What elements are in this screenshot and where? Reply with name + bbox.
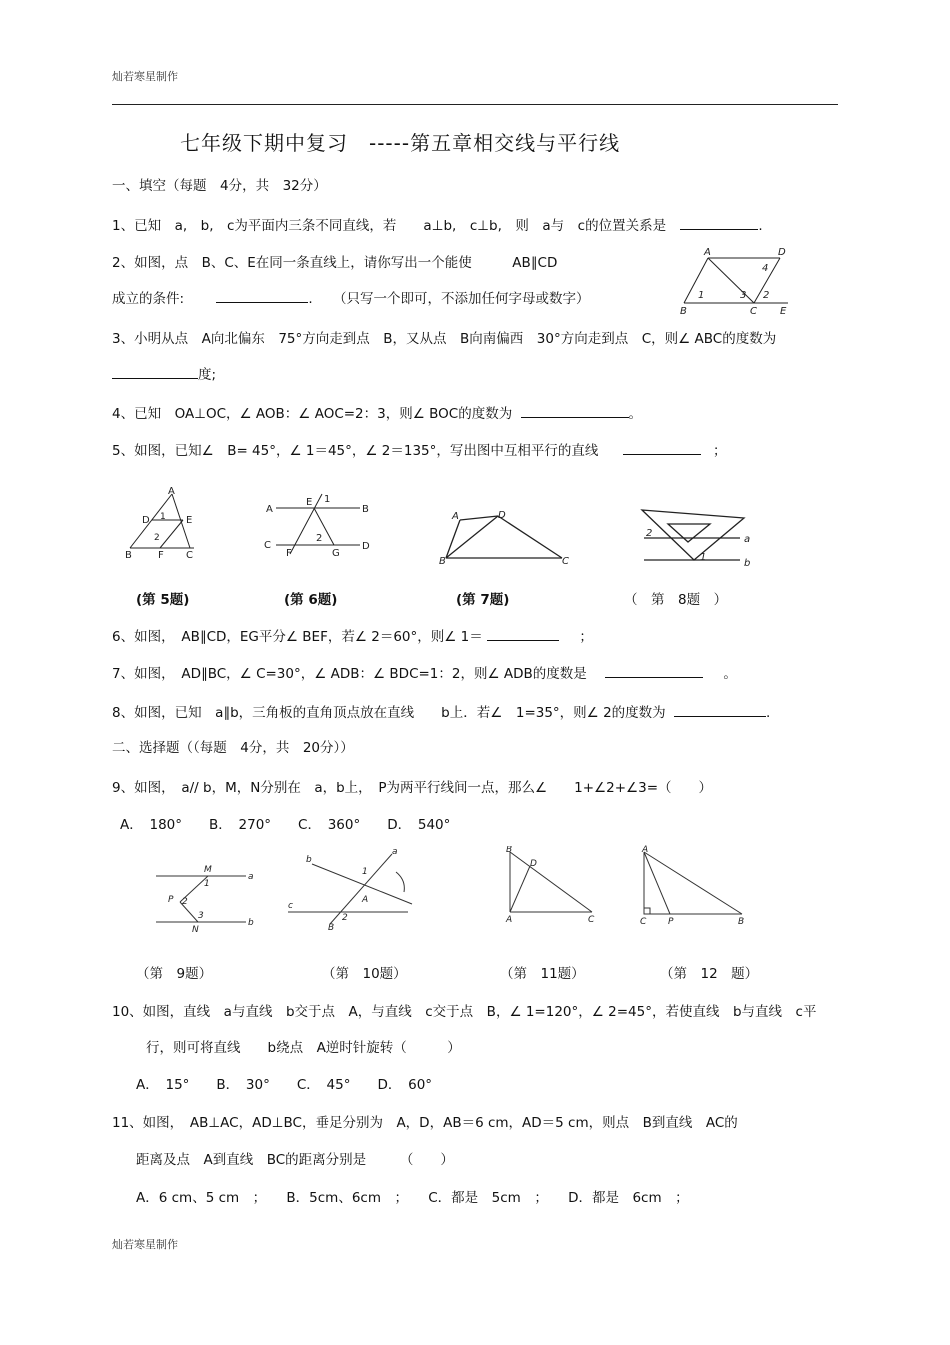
question-11-options: A．6 cm、5 cm ； B．5cm、6cm ； C．都是 5cm ； D．都是 6cm ； bbox=[136, 1190, 689, 1206]
f6-label-2: 2 bbox=[316, 533, 323, 544]
caption-fig12: （第 12 题） bbox=[660, 966, 759, 982]
section-fill-in: 一、填空（每题 4分，共 32分） bbox=[112, 178, 327, 194]
figure-12 bbox=[636, 844, 754, 926]
q2-label-C: C bbox=[750, 306, 757, 316]
f9-label-3: 3 bbox=[198, 911, 204, 921]
f7-label-B: B bbox=[439, 556, 446, 567]
figure-11 bbox=[500, 846, 606, 924]
q2-label-4: 4 bbox=[762, 263, 769, 274]
question-10-text-cont: 行，则可将直线 b绕点 A逆时针旋转（ ） bbox=[146, 1040, 461, 1056]
f5-label-1: 1 bbox=[160, 512, 166, 522]
question-5-end: ； bbox=[713, 443, 727, 459]
f9-label-N: N bbox=[192, 925, 199, 935]
f9-label-P: P bbox=[168, 895, 174, 905]
f9-label-a: a bbox=[248, 872, 254, 882]
f12-label-C: C bbox=[640, 917, 647, 926]
question-9-options: A． 180° B． 270° C． 360° D． 540° bbox=[120, 817, 451, 833]
f8-label-2: 2 bbox=[646, 528, 653, 539]
f7-label-D: D bbox=[498, 510, 506, 521]
f5-label-2: 2 bbox=[154, 533, 160, 543]
question-4-end: 。 bbox=[628, 406, 643, 422]
answer-blank-5[interactable] bbox=[623, 453, 701, 455]
question-2-text: 2、如图，点 B、C、E在同一条直线上，请你写出一个能使 AB∥CD bbox=[112, 255, 558, 271]
figure-6 bbox=[262, 488, 374, 562]
caption-fig8: （ 第 8题 ） bbox=[624, 592, 728, 608]
caption-fig11: （第 11题） bbox=[500, 966, 585, 982]
question-2-lead: 成立的条件: bbox=[112, 291, 185, 307]
f10-label-A: A bbox=[362, 895, 369, 905]
caption-fig5: (第 5题) bbox=[136, 592, 190, 608]
f5-label-C: C bbox=[186, 550, 193, 560]
page-title: 七年级下期中复习 -----第五章相交线与平行线 bbox=[180, 131, 621, 155]
question-8-end: . bbox=[765, 705, 771, 721]
figure-5 bbox=[122, 484, 206, 560]
figure-8 bbox=[636, 502, 760, 574]
f12-label-A: A bbox=[642, 845, 649, 855]
caption-fig9: （第 9题） bbox=[136, 966, 213, 982]
answer-blank-8[interactable] bbox=[674, 715, 766, 717]
question-7-end: 。 bbox=[723, 666, 737, 682]
header-rule bbox=[112, 104, 838, 105]
f5-label-D: D bbox=[142, 515, 150, 526]
question-1-text: 1、已知 a, b, c为平面内三条不同直线，若 a⊥b, c⊥b, 则 a与 c的位置关系是 bbox=[112, 218, 667, 234]
f8-label-b: b bbox=[744, 558, 751, 569]
caption-fig6: (第 6题) bbox=[284, 592, 338, 608]
question-2-condition: 成立的条件: . （只写一个即可，不添加任何字母或数字） bbox=[112, 291, 590, 307]
q2-label-B: B bbox=[680, 306, 687, 316]
f6-label-G: G bbox=[332, 548, 340, 559]
answer-blank-4[interactable] bbox=[521, 416, 629, 418]
f11-label-B: B bbox=[506, 846, 513, 855]
figure-q2 bbox=[676, 244, 796, 316]
question-2-note: （只写一个即可，不添加任何字母或数字） bbox=[332, 291, 590, 307]
question-3-text: 3、小明从点 A向北偏东 75°方向走到点 B，又从点 B向南偏西 30°方向走到点 C，则∠ ABC的度数为 bbox=[112, 331, 777, 347]
f11-label-A: A bbox=[506, 915, 513, 924]
question-7 bbox=[112, 662, 737, 682]
question-9-text: 9、如图， a// b，M，N分别在 a，b上， P为两平行线间一点，那么∠ 1+∠2+∠3=（ ） bbox=[112, 780, 713, 796]
page-header: 灿若寒星制作 bbox=[112, 70, 178, 83]
f8-label-1: 1 bbox=[700, 552, 707, 563]
question-3-unit: 度; bbox=[198, 367, 217, 383]
f7-label-A: A bbox=[452, 511, 459, 522]
section-choice: 二、选择题（（每题 4分，共 20分）） bbox=[112, 740, 354, 756]
f10-label-c: c bbox=[288, 901, 293, 911]
f10-label-a: a bbox=[392, 847, 398, 857]
f10-label-B: B bbox=[328, 923, 335, 930]
q2-label-E: E bbox=[780, 306, 787, 316]
figure-9 bbox=[150, 862, 262, 940]
f6-label-B: B bbox=[362, 504, 369, 515]
f12-label-P: P bbox=[668, 917, 674, 926]
f6-label-C: C bbox=[264, 540, 271, 551]
question-5 bbox=[112, 439, 727, 459]
q2-label-D: D bbox=[778, 247, 786, 258]
f6-label-A: A bbox=[266, 504, 273, 515]
question-6-end: ； bbox=[579, 629, 593, 645]
question-7-text: 7、如图， AD∥BC，∠ C=30°，∠ ADB：∠ BDC=1：2，则∠ ADB的度数是 bbox=[112, 666, 587, 682]
answer-blank-6[interactable] bbox=[487, 639, 559, 641]
caption-fig10: （第 10题） bbox=[322, 966, 407, 982]
figure-10 bbox=[278, 846, 420, 930]
answer-blank-3[interactable] bbox=[112, 377, 198, 379]
f12-label-B: B bbox=[738, 917, 745, 926]
answer-blank-7[interactable] bbox=[605, 676, 703, 678]
f5-label-A: A bbox=[168, 486, 175, 497]
question-8 bbox=[112, 701, 770, 721]
f11-label-D: D bbox=[530, 859, 537, 869]
f5-label-B: B bbox=[125, 550, 132, 560]
question-1: 1、已知 a, b, c为平面内三条不同直线，若 a⊥b, c⊥b, 则 a与 c的位置关系是 . bbox=[112, 218, 763, 234]
f6-label-F: F bbox=[286, 548, 292, 559]
q2-label-A: A bbox=[704, 247, 711, 258]
f6-label-1: 1 bbox=[324, 494, 331, 505]
figure-7 bbox=[436, 508, 574, 570]
f5-label-F: F bbox=[158, 550, 164, 560]
f8-label-a: a bbox=[744, 534, 751, 545]
f10-label-1: 1 bbox=[362, 867, 368, 877]
q2-label-2: 2 bbox=[763, 290, 770, 301]
question-5-text: 5、如图，已知∠ B= 45°，∠ 1＝45°，∠ 2＝135°，写出图中互相平行的直线 bbox=[112, 443, 599, 459]
question-8-text: 8、如图，已知 a∥b，三角板的直角顶点放在直线 b上．若∠ 1=35°，则∠ 2的度数为 bbox=[112, 705, 666, 721]
f7-label-C: C bbox=[562, 556, 569, 567]
question-10-text: 10、如图，直线 a与直线 b交于点 A，与直线 c交于点 B，∠ 1=120°，∠ 2=45°，若使直线 b与直线 c平 bbox=[112, 1004, 817, 1020]
question-4 bbox=[112, 402, 642, 422]
q2-label-3: 3 bbox=[740, 290, 747, 301]
q2-label-1: 1 bbox=[698, 290, 705, 301]
f9-label-M: M bbox=[204, 865, 212, 875]
question-6-text: 6、如图， AB∥CD，EG平分∠ BEF，若∠ 2＝60°，则∠ 1＝ bbox=[112, 629, 483, 645]
page-footer: 灿若寒星制作 bbox=[112, 1238, 178, 1251]
f9-label-b: b bbox=[248, 918, 254, 928]
question-3-answer bbox=[112, 363, 216, 383]
answer-blank-1[interactable] bbox=[680, 228, 758, 230]
question-4-text: 4、已知 OA⊥OC，∠ AOB：∠ AOC=2：3，则∠ BOC的度数为 bbox=[112, 406, 513, 422]
f10-label-2: 2 bbox=[342, 913, 348, 923]
answer-blank-2[interactable] bbox=[216, 301, 308, 303]
f5-label-E: E bbox=[186, 515, 193, 526]
question-10-options: A． 15° B． 30° C． 45° D． 60° bbox=[136, 1077, 433, 1093]
question-11-text: 11、如图， AB⊥AC，AD⊥BC，垂足分别为 A，D，AB＝6 cm，AD＝5 cm，则点 B到直线 AC的 bbox=[112, 1115, 738, 1131]
f9-label-2: 2 bbox=[182, 897, 188, 907]
question-6 bbox=[112, 625, 593, 645]
f11-label-C: C bbox=[588, 915, 595, 924]
f10-label-b: b bbox=[306, 855, 312, 865]
caption-fig7: (第 7题) bbox=[456, 592, 510, 608]
f6-label-E: E bbox=[306, 497, 313, 508]
f9-label-1: 1 bbox=[204, 879, 210, 889]
question-11-text-cont: 距离及点 A到直线 BC的距离分别是 （ ） bbox=[136, 1152, 454, 1168]
f6-label-D: D bbox=[362, 541, 370, 552]
